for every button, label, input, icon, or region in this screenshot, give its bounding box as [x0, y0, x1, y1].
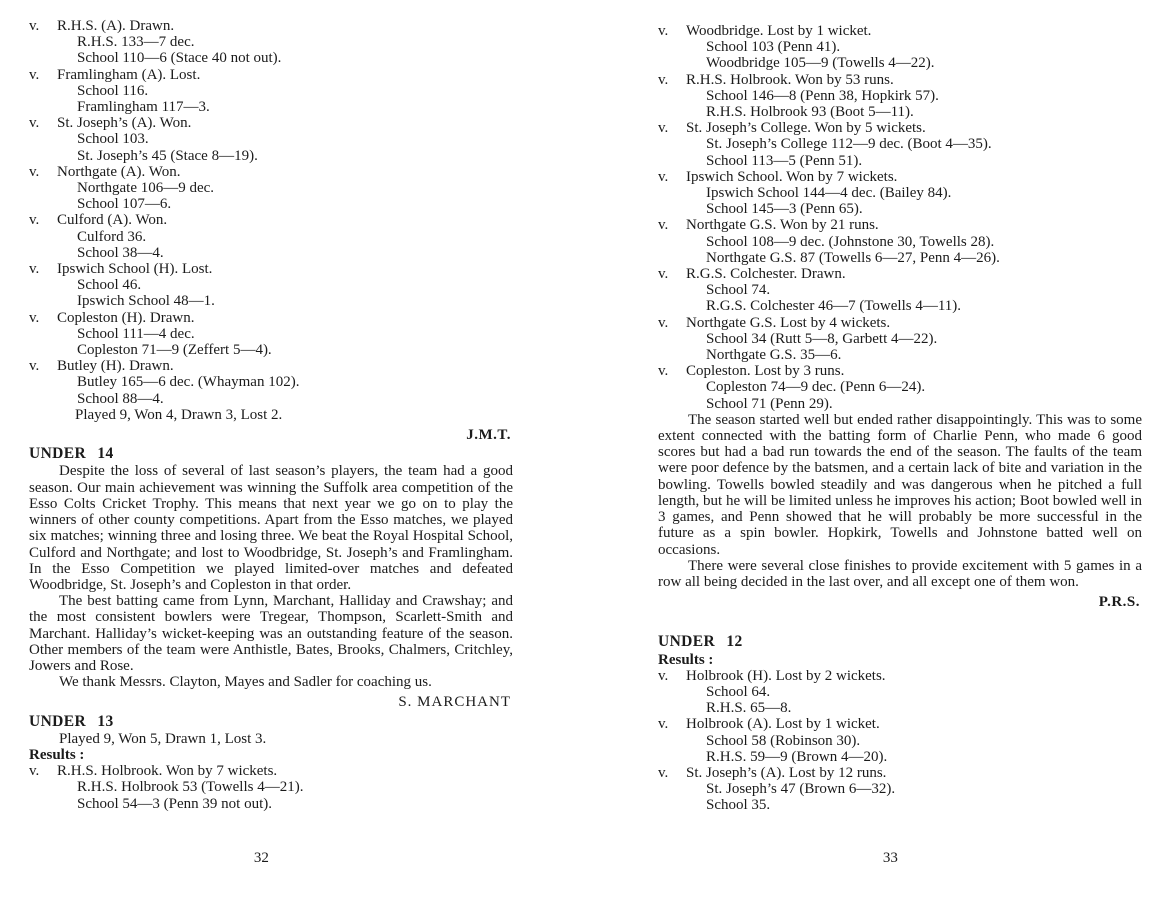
match-result	[29, 763, 513, 812]
match-score-lines	[57, 131, 513, 163]
match-header: Copleston (H). Drawn.	[57, 309, 195, 326]
match-header: Ipswich School. Won by 7 wickets.	[686, 168, 898, 185]
match-result	[29, 358, 513, 407]
match-header: Butley (H). Drawn.	[57, 358, 174, 375]
under13-results-list-continued	[658, 23, 1142, 412]
match-result	[658, 668, 1142, 717]
versus-marker: v.	[29, 212, 40, 229]
match-score-lines	[57, 83, 513, 115]
match-header: R.H.S. Holbrook. Won by 53 runs.	[686, 71, 894, 88]
signature-prs: P.R.S.	[1098, 594, 1140, 611]
score-line: R.H.S. Holbrook 53 (Towells 4—21).	[77, 779, 304, 796]
match-result	[658, 217, 1142, 266]
score-line: Northgate 106—9 dec.	[77, 180, 215, 197]
match-header: Northgate G.S. Lost by 4 wickets.	[686, 314, 891, 331]
score-line: School 74.	[706, 282, 771, 299]
match-header: Copleston. Lost by 3 runs.	[686, 363, 845, 380]
match-score-lines	[686, 39, 1142, 71]
match-header: St. Joseph’s College. Won by 5 wickets.	[686, 120, 926, 137]
score-line: St. Joseph’s 45 (Stace 8—19).	[77, 147, 258, 164]
score-line: School 145—3 (Penn 65).	[706, 201, 863, 218]
match-header: R.H.S. Holbrook. Won by 7 wickets.	[57, 763, 278, 780]
score-line: Ipswich School 144—4 dec. (Bailey 84).	[706, 185, 952, 202]
match-score-lines	[686, 136, 1142, 168]
season-review-paragraph-1: The season started well but ended rather disappointingly. This was to some extent connected with the batting form of Charlie Penn, who made 6 good scores but had a bad run towards the end of the season. The faults of the team were poor defence by the batsmen, and a certain lack of bite and variation in the bowling. Towells bowled steadily and was dangerous when he pitched a full length, but he will be limited unless he improves his action; Boot bowled well in 3 games, and Penn showed that he will probably be more successful in the future as a spin bowler. Hopkirk, Towells and Johnstone batted well on occasions.	[658, 411, 1142, 558]
match-header: St. Joseph’s (A). Won.	[57, 115, 192, 132]
versus-marker: v.	[29, 66, 40, 83]
match-score-lines	[686, 733, 1142, 765]
score-line: Woodbridge 105—9 (Towells 4—22).	[706, 55, 935, 72]
match-header: Northgate (A). Won.	[57, 163, 181, 180]
match-result	[658, 120, 1142, 169]
match-score-lines	[57, 326, 513, 358]
score-line: School 110—6 (Stace 40 not out).	[77, 50, 282, 67]
under13-heading: UNDER 13	[29, 712, 114, 730]
page-33	[658, 0, 1142, 923]
under13-results-list	[29, 763, 513, 812]
match-result	[29, 67, 513, 116]
versus-marker: v.	[29, 18, 40, 34]
score-line: School 46.	[77, 277, 142, 294]
score-line: School 35.	[706, 797, 771, 814]
match-result	[29, 310, 513, 359]
match-result	[658, 765, 1142, 814]
score-line: St. Joseph’s College 112—9 dec. (Boot 4—35).	[706, 136, 992, 153]
page-number-32: 32	[253, 850, 269, 866]
versus-marker: v.	[658, 71, 669, 88]
under14-heading: UNDER 14	[29, 445, 114, 463]
match-result	[29, 212, 513, 261]
score-line: Northgate G.S. 35—6.	[706, 347, 842, 364]
score-line: School 38—4.	[77, 244, 164, 261]
score-line: School 54—3 (Penn 39 not out).	[77, 795, 272, 812]
versus-marker: v.	[658, 764, 669, 781]
score-line: School 88—4.	[77, 390, 164, 407]
score-line: R.H.S. 65—8.	[706, 700, 792, 717]
page-32	[29, 0, 513, 918]
match-header: Holbrook (A). Lost by 1 wicket.	[686, 716, 880, 733]
versus-marker: v.	[658, 217, 669, 234]
score-line: Ipswich School 48—1.	[77, 293, 215, 310]
score-line: Northgate G.S. 87 (Towells 6—27, Penn 4—26).	[706, 249, 1000, 266]
match-score-lines	[686, 282, 1142, 314]
score-line: R.H.S. Holbrook 93 (Boot 5—11).	[706, 104, 914, 121]
match-result	[658, 72, 1142, 121]
season-record: Played 9, Won 4, Drawn 3, Lost 2.	[75, 406, 283, 423]
score-line: School 116.	[77, 82, 149, 99]
score-line: School 146—8 (Penn 38, Hopkirk 57).	[706, 87, 939, 104]
match-result	[658, 363, 1142, 412]
versus-marker: v.	[658, 168, 669, 185]
match-result	[29, 164, 513, 213]
match-header: Culford (A). Won.	[57, 212, 168, 229]
score-line: R.H.S. 59—9 (Brown 4—20).	[706, 748, 888, 765]
versus-marker: v.	[29, 163, 40, 180]
under13-results-label: Results :	[29, 746, 85, 763]
versus-marker: v.	[29, 115, 40, 132]
versus-marker: v.	[29, 358, 40, 375]
under13-record: Played 9, Won 5, Drawn 1, Lost 3.	[59, 730, 267, 747]
versus-marker: v.	[29, 763, 40, 780]
signature-marchant: S. MARCHANT	[398, 694, 511, 711]
match-score-lines	[686, 331, 1142, 363]
match-result	[658, 266, 1142, 315]
match-result	[658, 315, 1142, 364]
match-score-lines	[686, 781, 1142, 813]
match-score-lines	[686, 684, 1142, 716]
match-score-lines	[57, 277, 513, 309]
match-header: Northgate G.S. Won by 21 runs.	[686, 217, 879, 234]
score-line: School 64.	[706, 683, 771, 700]
match-header: Ipswich School (H). Lost.	[57, 261, 213, 278]
match-header: Holbrook (H). Lost by 2 wickets.	[686, 667, 886, 684]
score-line: Copleston 74—9 dec. (Penn 6—24).	[706, 379, 926, 396]
score-line: School 71 (Penn 29).	[706, 395, 833, 412]
match-score-lines	[686, 88, 1142, 120]
versus-marker: v.	[658, 716, 669, 733]
score-line: School 34 (Rutt 5—8, Garbett 4—22).	[706, 330, 938, 347]
match-header: R.G.S. Colchester. Drawn.	[686, 266, 846, 283]
match-score-lines	[57, 229, 513, 261]
match-result	[658, 169, 1142, 218]
versus-marker: v.	[658, 266, 669, 283]
score-line: School 111—4 dec.	[77, 325, 195, 342]
score-line: School 108—9 dec. (Johnstone 30, Towells 28).	[706, 233, 995, 250]
versus-marker: v.	[29, 261, 40, 278]
match-score-lines	[686, 185, 1142, 217]
versus-marker: v.	[658, 120, 669, 137]
match-result	[29, 261, 513, 310]
match-header: St. Joseph’s (A). Lost by 12 runs.	[686, 764, 887, 781]
score-line: Framlingham 117—3.	[77, 99, 210, 116]
score-line: School 103.	[77, 131, 149, 148]
score-line: St. Joseph’s 47 (Brown 6—32).	[706, 781, 896, 798]
match-score-lines	[57, 180, 513, 212]
under14-paragraph-2: The best batting came from Lynn, Marchant, Halliday and Crawshay; and the most consistent bowlers were Tregear, Thompson, Scarlett-Smith and Marchant. Halliday’s wicket-keeping was an outstanding feature of the season. Other members of the team were Anthistle, Bates, Brooks, Chalmers, Critchley, Jowers and Rose.	[29, 593, 513, 674]
under12-results-list	[658, 668, 1142, 814]
score-line: Culford 36.	[77, 228, 147, 245]
under14-paragraph-1: Despite the loss of several of last season’s players, the team had a good season. Our main achievement was winning the Suffolk area competition of the Esso Colts Cricket Trophy. This means that next year we go on to play the winners of other county competitions. Apart from the Esso matches, we played six matches; winning three and losing three. We beat the Royal Hospital School, Culford and Northgate; and lost to Woodbridge, St. Joseph’s and Framlingham. In the Esso Competition we played limited-over matches and defeated Woodbridge, St. Joseph’s and Copleston in that order.	[29, 463, 513, 593]
versus-marker: v.	[29, 309, 40, 326]
under12-heading: UNDER 12	[658, 633, 743, 651]
versus-marker: v.	[658, 23, 669, 39]
score-line: School 103 (Penn 41).	[706, 39, 841, 56]
score-line: R.H.S. 133—7 dec.	[77, 34, 195, 51]
match-score-lines	[686, 379, 1142, 411]
score-line: School 107—6.	[77, 196, 172, 213]
signature-jmt: J.M.T.	[466, 427, 511, 444]
season-review-paragraph-2: There were several close finishes to provide excitement with 5 games in a row all being decided in the last over, and all except one of them won.	[658, 557, 1142, 590]
score-line: School 58 (Robinson 30).	[706, 732, 861, 749]
match-score-lines	[57, 779, 513, 811]
under14-paragraph-3: We thank Messrs. Clayton, Mayes and Sadler for coaching us.	[59, 674, 432, 691]
versus-marker: v.	[658, 667, 669, 684]
match-header: Woodbridge. Lost by 1 wicket.	[686, 23, 872, 39]
match-score-lines	[57, 34, 513, 66]
score-line: Copleston 71—9 (Zeffert 5—4).	[77, 342, 272, 359]
match-score-lines	[686, 234, 1142, 266]
page-number-33: 33	[882, 850, 898, 866]
match-result	[658, 23, 1142, 72]
under12-results-label: Results :	[658, 651, 714, 668]
versus-marker: v.	[658, 314, 669, 331]
match-result	[29, 115, 513, 164]
under15-results-list	[29, 18, 513, 407]
score-line: Butley 165—6 dec. (Whayman 102).	[77, 374, 300, 391]
match-header: Framlingham (A). Lost.	[57, 66, 201, 83]
versus-marker: v.	[658, 363, 669, 380]
match-header: R.H.S. (A). Drawn.	[57, 18, 175, 34]
score-line: R.G.S. Colchester 46—7 (Towells 4—11).	[706, 298, 962, 315]
match-score-lines	[57, 374, 513, 406]
match-result	[658, 716, 1142, 765]
score-line: School 113—5 (Penn 51).	[706, 152, 863, 169]
match-result	[29, 18, 513, 67]
